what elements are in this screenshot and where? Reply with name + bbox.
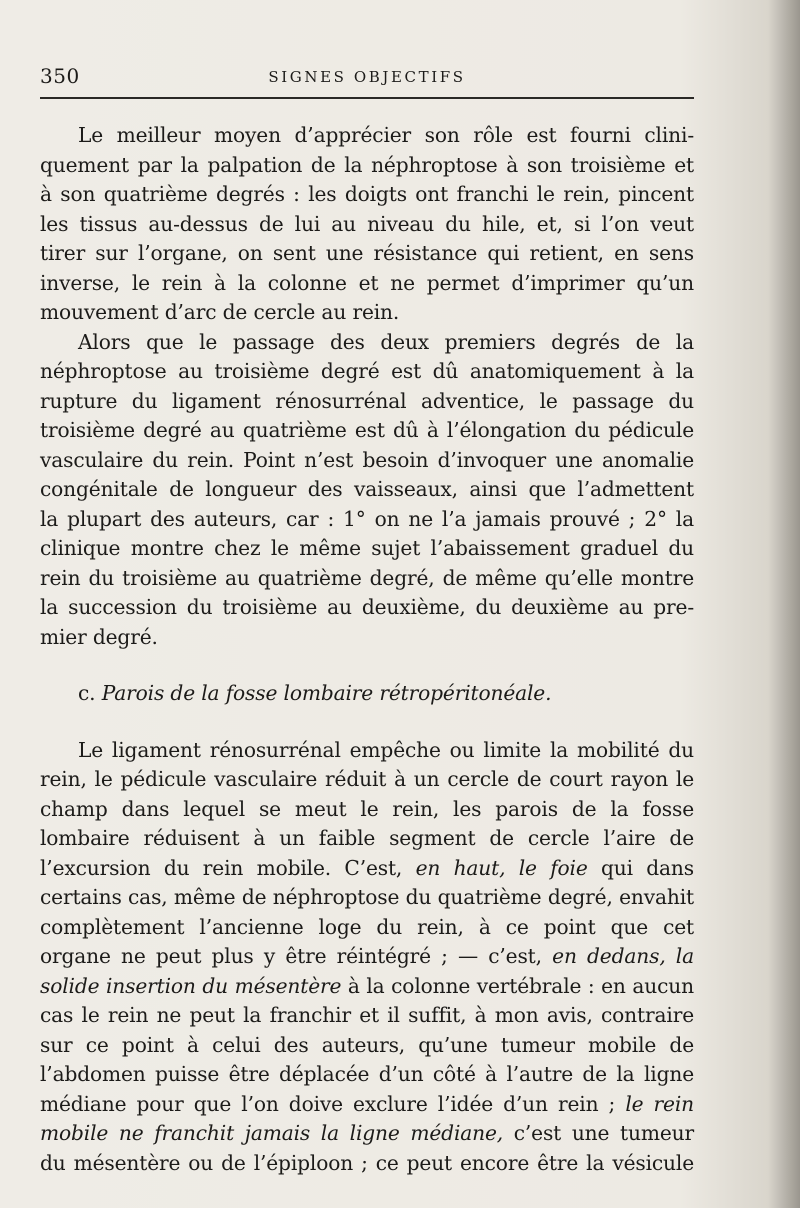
body-text — [40, 121, 694, 1178]
text-line: cas le rein ne peut la franchir et il suffit, à mon avis, contraire — [40, 1003, 694, 1027]
page-header — [40, 64, 694, 90]
paragraph-2 — [40, 328, 694, 653]
text-line — [40, 1119, 694, 1149]
section-heading — [40, 679, 694, 709]
page-number: 350 — [40, 64, 80, 88]
text-line: rein, le pédicule vasculaire réduit à un cercle de court rayon le — [40, 767, 694, 791]
italic-phrase: solide insertion du mésentère — [40, 973, 342, 998]
text-run: médiane pour que l’on doive exclure l’idée d’un rein ; — [40, 1091, 616, 1116]
text-line: la plupart des auteurs, car : 1° on ne l’a jamais prouvé ; 2° la — [40, 506, 694, 531]
text-run: c’est une tumeur — [513, 1121, 694, 1145]
text-line: lombaire réduisent à un faible segment de cercle l’aire de — [40, 826, 694, 850]
text-run: à la colonne vertébrale : en aucun — [347, 973, 694, 998]
text-line: néphroptose au troisième degré est dû anatomiquement à la — [40, 359, 694, 383]
text-line: du mésentère ou de l’épiploon ; ce peut encore être la vésicule — [40, 1150, 694, 1175]
section-label: c. — [78, 681, 96, 705]
text-line: mouvement d’arc de cercle au rein. — [40, 300, 400, 324]
text-line: rupture du ligament rénosurrénal adventice, le passage du — [40, 388, 694, 413]
text-line: la succession du troisième au deuxième, du deuxième au pre- — [40, 595, 694, 619]
paragraph-3 — [40, 736, 694, 1179]
running-head: SIGNES OBJECTIFS — [268, 68, 466, 86]
text-run: organe ne peut plus y être réintégré ; — c’est, — [40, 944, 542, 968]
text-line: mier degré. — [40, 624, 158, 649]
text-line: vasculaire du rein. Point n’est besoin d’invoquer une anomalie — [40, 447, 694, 472]
text-line: à son quatrième degrés : les doigts ont franchi le rein, pincent — [40, 182, 694, 206]
italic-phrase: le rein — [625, 1091, 694, 1116]
text-line: les tissus au-dessus de lui au niveau du hile, et, si l’on veut — [40, 211, 694, 236]
text-line: complètement l’ancienne loge du rein, à ce point que cet — [40, 914, 694, 939]
text-run: qui dans — [600, 855, 694, 880]
text-line — [40, 972, 694, 1002]
text-line: clinique montre chez le même sujet l’abaissement graduel du — [40, 536, 694, 560]
header-rule — [40, 97, 694, 99]
text-line — [40, 1090, 694, 1120]
text-line — [40, 854, 694, 884]
text-line: sur ce point à celui des auteurs, qu’une tumeur mobile de — [40, 1032, 694, 1057]
section-title: Parois de la fosse lombaire rétropéritonéale. — [101, 681, 552, 705]
italic-phrase: en haut, le foie — [415, 855, 588, 880]
text-line: Le ligament rénosurrénal empêche ou limite la mobilité du — [78, 737, 694, 762]
text-line: certains cas, même de néphroptose du quatrième degré, envahit — [40, 885, 694, 909]
italic-phrase: mobile ne franchit jamais la ligne médiane, — [40, 1121, 504, 1145]
text-line: rein du troisième au quatrième degré, de même qu’elle montre — [40, 565, 694, 590]
text-line: inverse, le rein à la colonne et ne permet d’imprimer qu’un — [40, 270, 694, 295]
text-line: l’abdomen puisse être déplacée d’un côté à l’autre de la ligne — [40, 1062, 694, 1086]
text-line: tirer sur l’organe, on sent une résistance qui retient, en sens — [40, 241, 694, 265]
paragraph-1 — [40, 121, 694, 328]
text-line — [40, 942, 694, 972]
text-line: Alors que le passage des deux premiers degrés de la — [78, 329, 694, 354]
text-line: quement par la palpation de la néphroptose à son troisième et — [40, 152, 694, 177]
text-line: champ dans lequel se meut le rein, les parois de la fosse — [40, 796, 694, 821]
text-line: Le meilleur moyen d’apprécier son rôle est fourni clini- — [78, 123, 694, 147]
text-run: l’excursion du rein mobile. C’est, — [40, 855, 403, 880]
text-line: congénitale de longueur des vaisseaux, ainsi que l’admettent — [40, 477, 694, 501]
italic-phrase: en dedans, la — [552, 944, 694, 968]
text-line: troisième degré au quatrième est dû à l’élongation du pédicule — [40, 418, 694, 442]
